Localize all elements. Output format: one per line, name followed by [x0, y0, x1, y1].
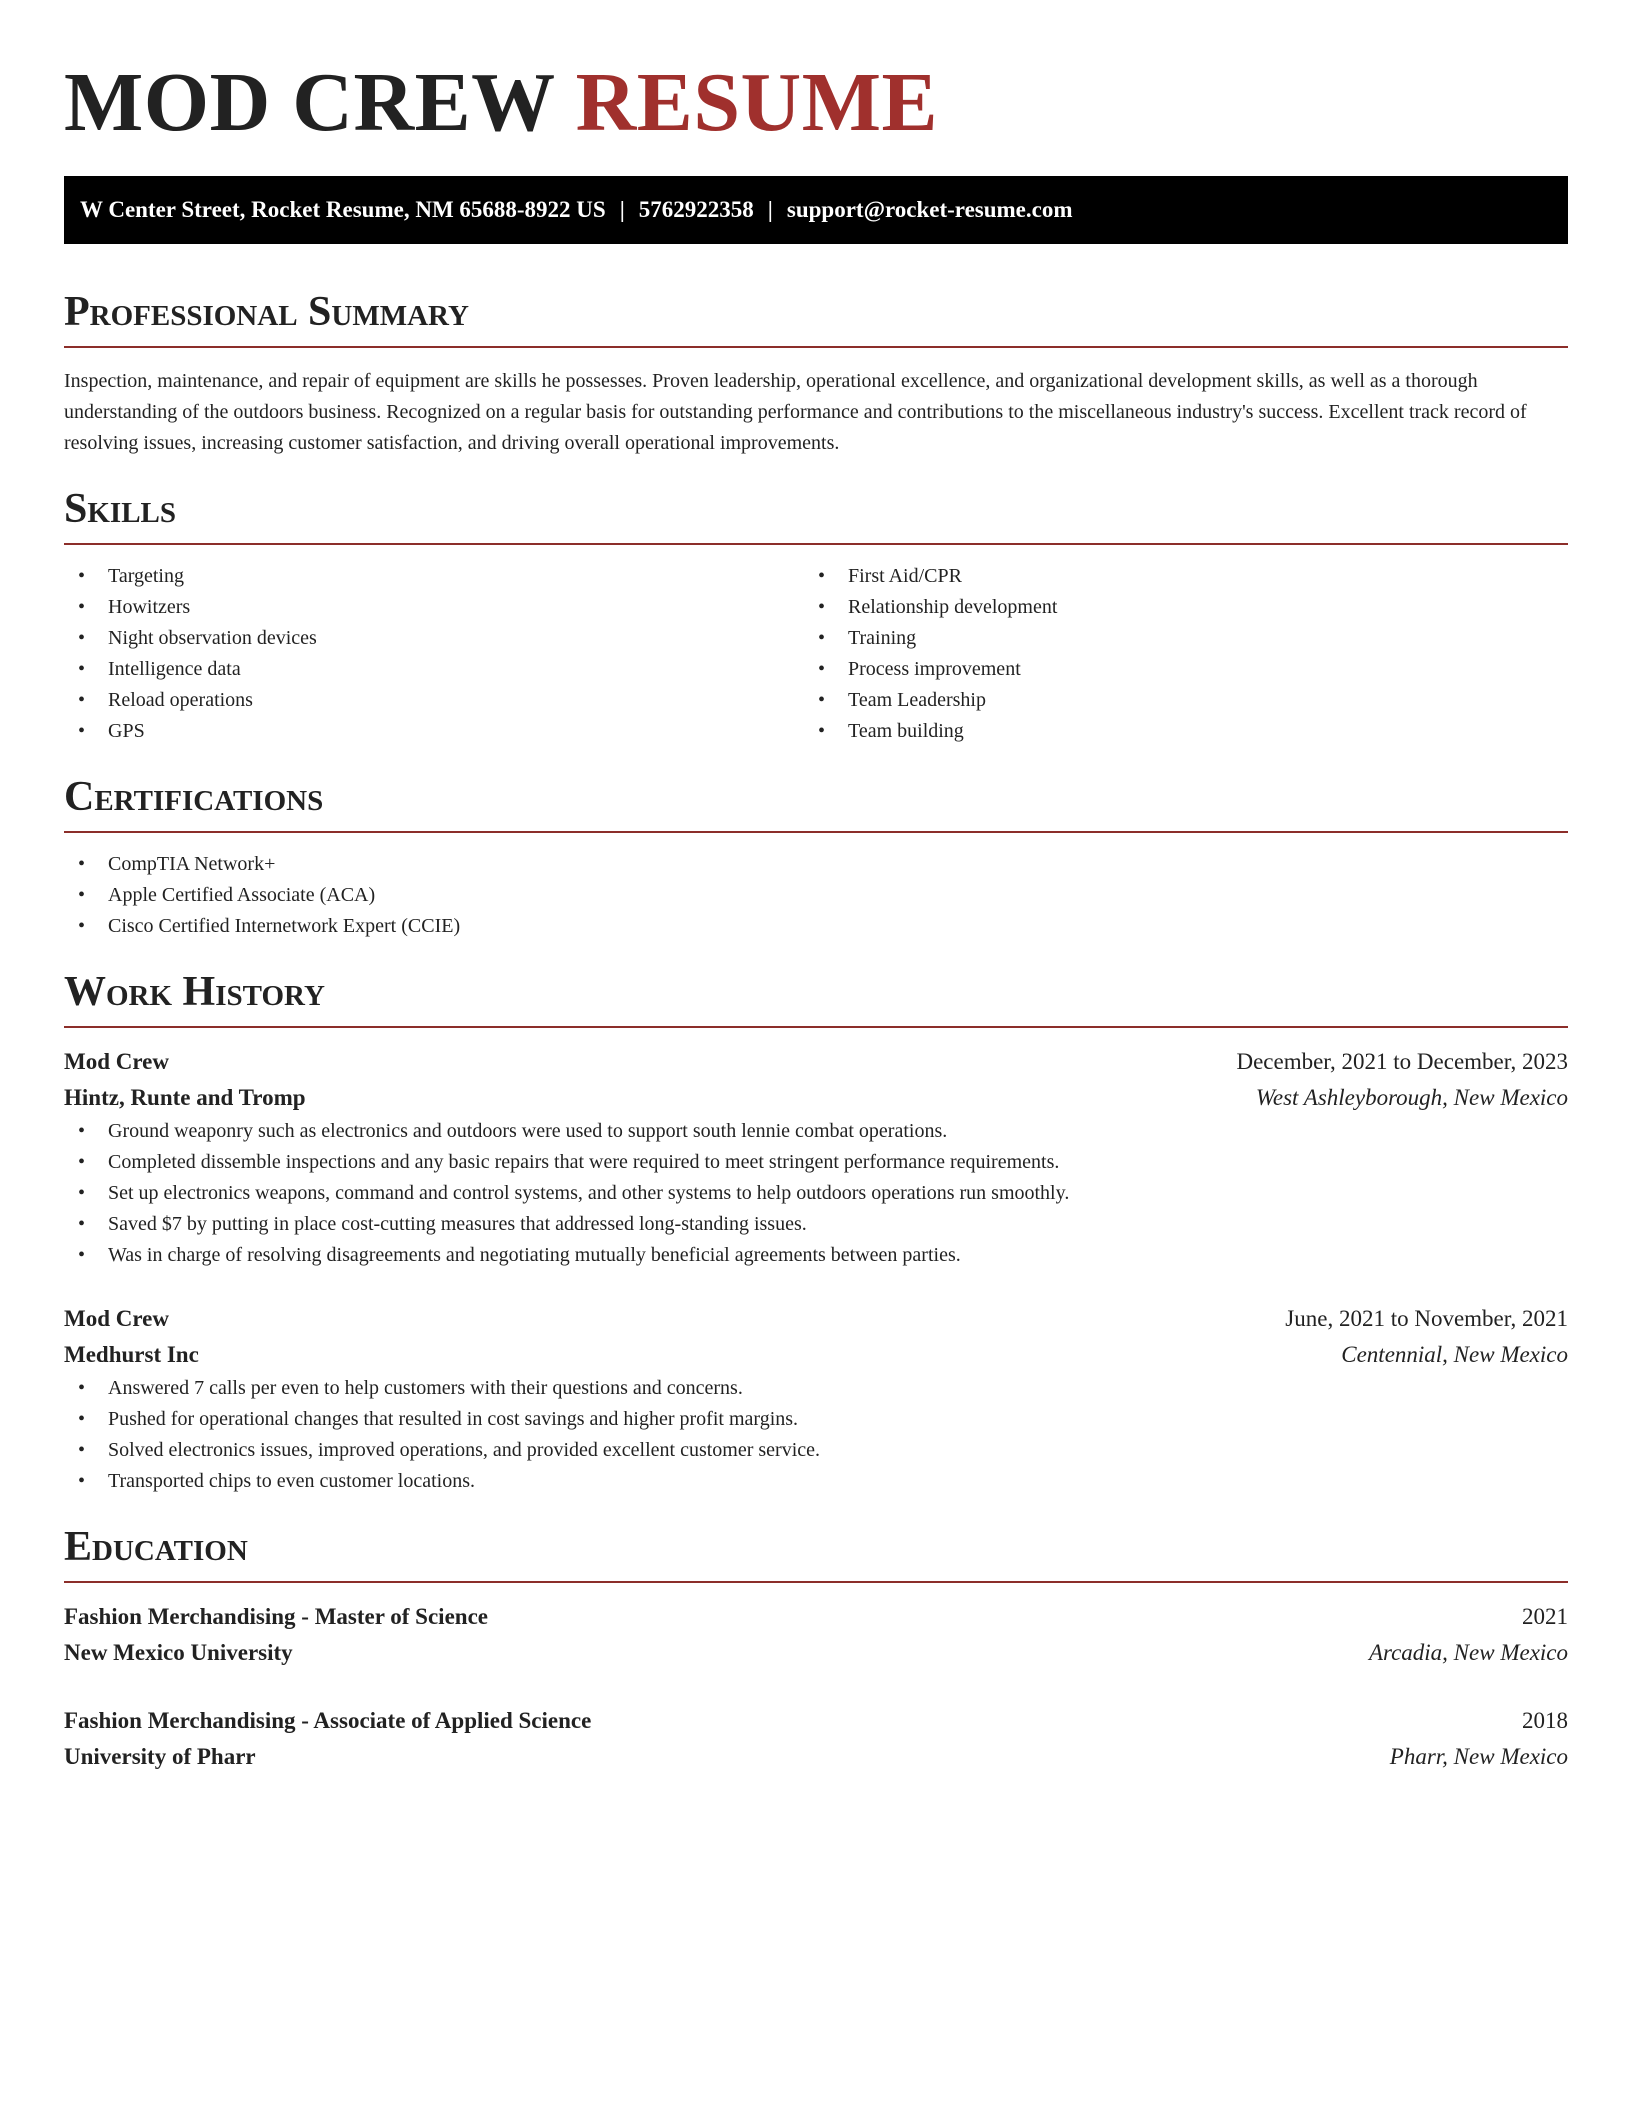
skill-item: • Team Leadership — [804, 685, 1544, 716]
skill-item: • Relationship development — [804, 592, 1544, 623]
contact-phone: 5762922358 — [638, 197, 754, 222]
job-bullets — [64, 1373, 1568, 1497]
job-header-row — [64, 1301, 1568, 1337]
skills-list-left — [64, 561, 804, 747]
section-divider — [64, 831, 1568, 833]
job-dates: December, 2021 to December, 2023 — [1236, 1049, 1568, 1074]
job-dates: June, 2021 to November, 2021 — [1285, 1306, 1568, 1331]
job-bullet: • Answered 7 calls per even to help customers with their questions and concerns. — [64, 1373, 1568, 1404]
job-bullet: • Pushed for operational changes that resulted in cost savings and higher profit margins. — [64, 1404, 1568, 1435]
education-location: Arcadia, New Mexico — [1368, 1640, 1568, 1665]
summary-section — [64, 288, 1568, 459]
job-bullet: • Completed dissemble inspections and any basic repairs that were required to meet stringent performance requirements. — [64, 1147, 1568, 1178]
skills-section — [64, 485, 1568, 747]
education-location: Pharr, New Mexico — [1389, 1744, 1568, 1769]
job-company-row — [64, 1080, 1568, 1116]
education-degree: Fashion Merchandising - Master of Science — [64, 1604, 488, 1629]
certification-item: • Cisco Certified Internetwork Expert (CCIE) — [64, 911, 1568, 942]
contact-address: W Center Street, Rocket Resume, NM 65688-8922 US — [80, 197, 606, 222]
job-entry — [64, 1044, 1568, 1271]
skill-item: • GPS — [64, 716, 804, 747]
certification-item: • CompTIA Network+ — [64, 849, 1568, 880]
certification-item: • Apple Certified Associate (ACA) — [64, 880, 1568, 911]
job-role: Mod Crew — [64, 1306, 169, 1331]
summary-title: Professional Summary — [64, 289, 469, 335]
education-school-row — [64, 1739, 1568, 1775]
skill-item: • First Aid/CPR — [804, 561, 1544, 592]
skill-item: • Team building — [804, 716, 1544, 747]
skill-item: • Intelligence data — [64, 654, 804, 685]
section-divider — [64, 543, 1568, 545]
name-last: RESUME — [575, 56, 939, 149]
skill-item: • Training — [804, 623, 1544, 654]
name-first: MOD CREW — [64, 56, 555, 149]
job-bullet: • Transported chips to even customer locations. — [64, 1466, 1568, 1497]
skills-grid — [64, 561, 1568, 747]
education-degree-row — [64, 1703, 1568, 1739]
skill-item: • Reload operations — [64, 685, 804, 716]
education-year: 2021 — [1522, 1604, 1568, 1629]
work-history-title: Work History — [64, 969, 325, 1015]
education-degree-row — [64, 1599, 1568, 1635]
contact-email: support@rocket-resume.com — [786, 197, 1073, 222]
skills-column-right — [804, 561, 1544, 747]
job-company: Hintz, Runte and Tromp — [64, 1085, 306, 1110]
contact-separator: | — [619, 197, 625, 222]
job-company: Medhurst Inc — [64, 1342, 199, 1367]
education-title: Education — [64, 1524, 248, 1570]
skills-title: Skills — [64, 486, 177, 532]
education-school: University of Pharr — [64, 1744, 256, 1769]
job-bullet: • Solved electronics issues, improved operations, and provided excellent customer service. — [64, 1435, 1568, 1466]
education-entry — [64, 1703, 1568, 1775]
education-section — [64, 1523, 1568, 1775]
job-bullet: • Was in charge of resolving disagreements and negotiating mutually beneficial agreements between parties. — [64, 1240, 1568, 1271]
section-divider — [64, 346, 1568, 348]
certifications-section — [64, 773, 1568, 942]
section-divider — [64, 1581, 1568, 1583]
contact-bar — [64, 176, 1568, 244]
job-bullets — [64, 1116, 1568, 1271]
skill-item: • Process improvement — [804, 654, 1544, 685]
skill-item: • Night observation devices — [64, 623, 804, 654]
education-school-row — [64, 1635, 1568, 1671]
job-location: West Ashleyborough, New Mexico — [1255, 1085, 1568, 1110]
section-divider — [64, 1026, 1568, 1028]
education-school: New Mexico University — [64, 1640, 293, 1665]
contact-separator: | — [767, 197, 773, 222]
resume-name — [64, 0, 1568, 148]
work-history-section — [64, 968, 1568, 1497]
education-year: 2018 — [1522, 1708, 1568, 1733]
skill-item: • Howitzers — [64, 592, 804, 623]
job-header-row — [64, 1044, 1568, 1080]
job-company-row — [64, 1337, 1568, 1373]
job-bullet: • Ground weaponry such as electronics and outdoors were used to support south lennie combat operations. — [64, 1116, 1568, 1147]
skills-list-right — [804, 561, 1544, 747]
job-bullet: • Saved $7 by putting in place cost-cutting measures that addressed long-standing issues. — [64, 1209, 1568, 1240]
education-entry — [64, 1599, 1568, 1671]
job-role: Mod Crew — [64, 1049, 169, 1074]
job-entry — [64, 1301, 1568, 1497]
job-bullet: • Set up electronics weapons, command and control systems, and other systems to help outdoors operations run smoothly. — [64, 1178, 1568, 1209]
skills-column-left — [64, 561, 804, 747]
certifications-title: Certifications — [64, 774, 324, 820]
certifications-list — [64, 849, 1568, 942]
summary-text: Inspection, maintenance, and repair of equipment are skills he possesses. Proven leadership, operational excellence, and organizational development skills, as well as a thorough understanding of the outdoors business. Recognized on a regular basis for outstanding performance and contributions to the miscellaneous industry's success. Excellent track record of resolving issues, increasing customer satisfaction, and driving overall operational improvements. — [64, 370, 1527, 454]
skill-item: • Targeting — [64, 561, 804, 592]
job-location: Centennial, New Mexico — [1341, 1342, 1568, 1367]
education-degree: Fashion Merchandising - Associate of Applied Science — [64, 1708, 592, 1733]
